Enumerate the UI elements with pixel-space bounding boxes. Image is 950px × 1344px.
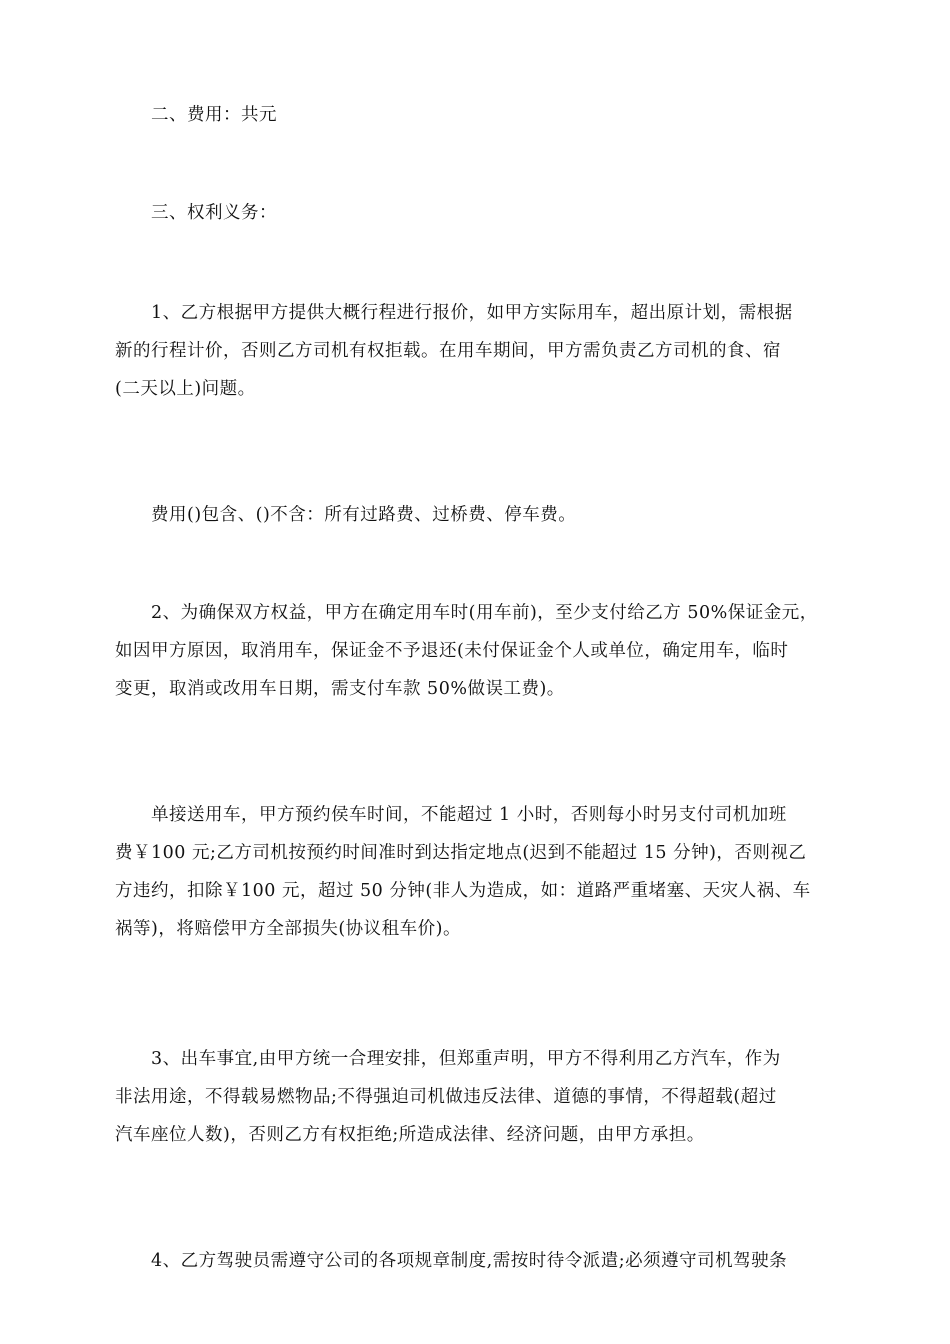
text-line: 如因甲方原因，取消用车，保证金不予退还(未付保证金个人或单位，确定用车，临时 <box>115 641 789 661</box>
clause-4 <box>115 1242 837 1280</box>
clause-2 <box>115 594 837 708</box>
text-line: 单接送用车，甲方预约侯车时间，不能超过 1 小时，否则每小时另支付司机加班 <box>151 805 787 825</box>
text-line: 三、权利义务： <box>151 203 277 223</box>
clause-1 <box>115 294 837 408</box>
text-line: 汽车座位人数)，否则乙方有权拒绝;所造成法律、经济问题，由甲方承担。 <box>115 1125 705 1145</box>
text-line: 二、费用：共元 <box>151 105 277 125</box>
text-line: 费￥100 元;乙方司机按预约时间准时到达指定地点(迟到不能超过 15 分钟)，否则视乙 <box>115 843 807 863</box>
text-line: 费用()包含、()不含：所有过路费、过桥费、停车费。 <box>151 505 577 525</box>
text-line: 变更，取消或改用车日期，需支付车款 50%做误工费)。 <box>115 679 565 699</box>
text-line: 新的行程计价，否则乙方司机有权拒载。在用车期间，甲方需负责乙方司机的食、宿 <box>115 341 781 361</box>
text-line: (二天以上)问题。 <box>115 379 256 399</box>
text-line: 方违约，扣除￥100 元，超过 50 分钟(非人为造成，如：道路严重堵塞、天灾人祸、车 <box>115 881 811 901</box>
fees-heading <box>115 96 837 134</box>
text-line: 1、乙方根据甲方提供大概行程进行报价，如甲方实际用车，超出原计划，需根据 <box>151 303 793 323</box>
fee-inclusion <box>115 496 837 534</box>
text-line: 2、为确保双方权益，甲方在确定用车时(用车前)，至少支付给乙方 50%保证金元， <box>151 603 818 623</box>
text-line: 4、乙方驾驶员需遵守公司的各项规章制度,需按时待令派遣;必须遵守司机驾驶条 <box>151 1251 788 1271</box>
clause-3 <box>115 1040 837 1154</box>
pickup-clause <box>115 796 837 948</box>
rights-heading <box>115 194 837 232</box>
text-line: 非法用途，不得载易燃物品;不得强迫司机做违反法律、道德的事情，不得超载(超过 <box>115 1087 777 1107</box>
text-line: 祸等)，将赔偿甲方全部损失(协议租车价)。 <box>115 919 461 939</box>
text-line: 3、出车事宜,由甲方统一合理安排，但郑重声明，甲方不得利用乙方汽车，作为 <box>151 1049 781 1069</box>
